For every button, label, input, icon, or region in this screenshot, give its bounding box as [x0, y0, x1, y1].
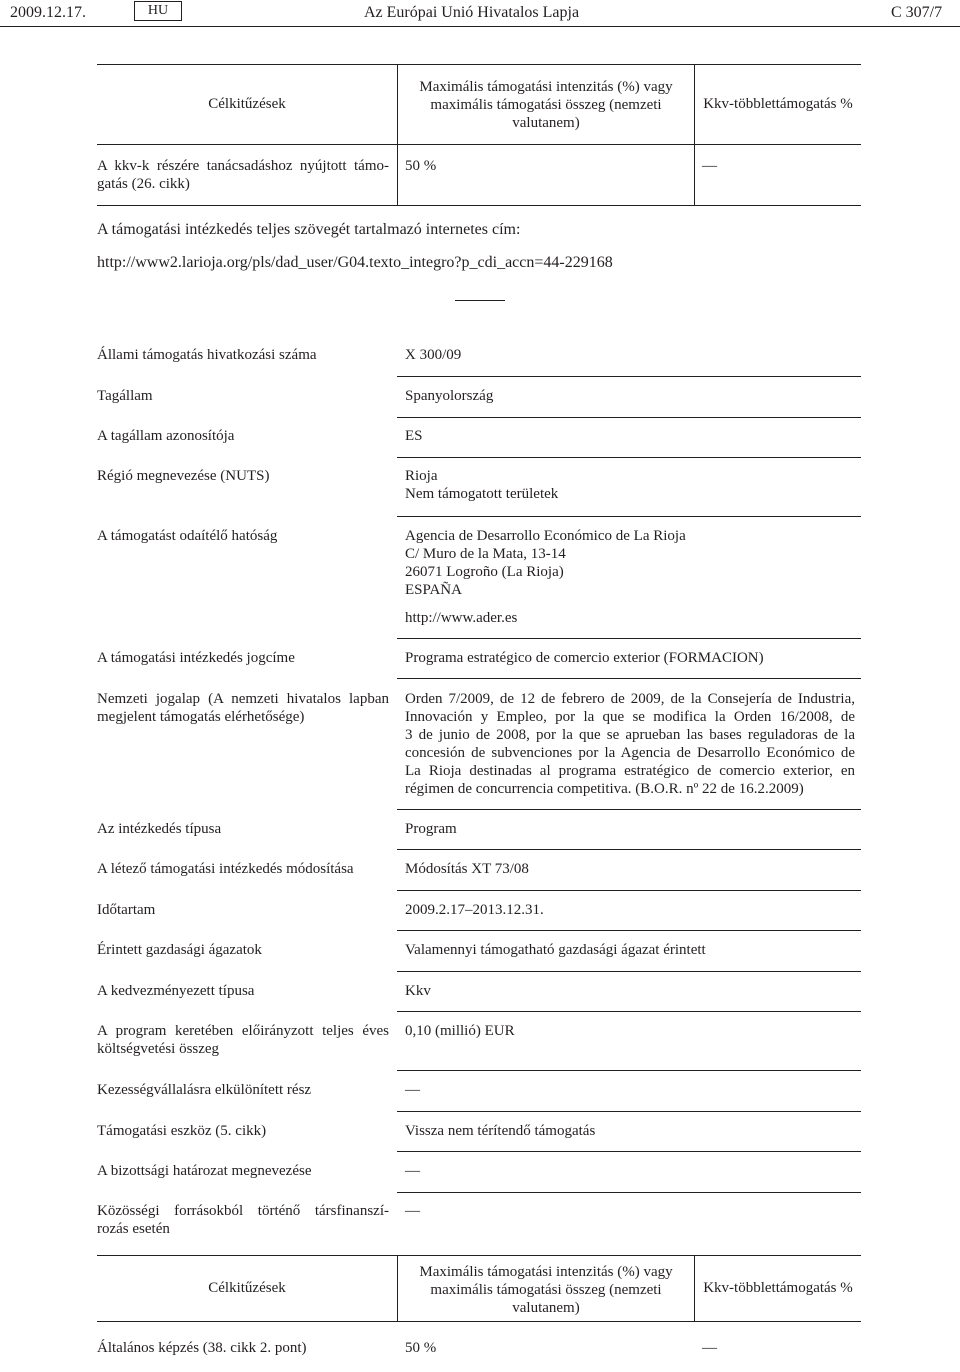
row-rule [397, 1151, 861, 1152]
instrument-label: Támogatási eszköz (5. cikk) [97, 1123, 267, 1139]
row-rule [397, 457, 861, 458]
bottom-row-intensity: 50 % [405, 1340, 437, 1356]
instrument-value: Vissza nem térítendő támogatás [405, 1123, 596, 1139]
member-state-id-label: A tagállam azonosítója [97, 428, 235, 444]
publication-date: 2009.12.17. [10, 4, 86, 21]
bottom-table-rule [97, 1321, 861, 1322]
sectors-value: Valamennyi támogatható gazdasági ágazat érintett [405, 942, 706, 958]
beneficiary-value: Kkv [405, 983, 431, 999]
commission-value: — [405, 1163, 420, 1179]
row-rule [397, 971, 861, 972]
member-state-id-value: ES [405, 428, 423, 444]
region-value: Rioja Nem támogatott területek [405, 468, 559, 502]
cofinancing-value: — [405, 1203, 420, 1219]
top-table-rule [97, 64, 861, 65]
top-table-rule [97, 144, 861, 145]
amendment-label: A létező támogatási intézkedés módosítása [97, 861, 354, 877]
row-rule [397, 809, 861, 810]
bottom-col-intensity-header: Maximális támogatási intenzitás (%) vagy maximális támogatási összeg (nemzeti valutanem) [419, 1264, 673, 1316]
ref-value: X 300/09 [405, 347, 462, 363]
web-address-label: A támogatási intézkedés teljes szövegét tartalmazó internetes cím: [97, 221, 521, 238]
row-rule [397, 1011, 861, 1012]
web-address-url[interactable]: http://www2.larioja.org/pls/dad_user/G04.texto_integro?p_cdi_accn=44-229168 [97, 254, 613, 271]
top-col-objectives-header: Célkitűzések [208, 96, 286, 112]
authority-value: Agencia de Desarrollo Económico de La Rioja C/ Muro de la Mata, 13-14 26071 Logroño (La Rioja) ESPAÑA [405, 528, 686, 598]
commission-label: A bizottsági határozat megnevezése [97, 1163, 312, 1179]
duration-value: 2009.2.17–2013.12.31. [405, 902, 544, 918]
sectors-label: Érintett gazdasági ágazatok [97, 942, 262, 958]
guarantees-value: — [405, 1082, 420, 1098]
top-row-intensity: 50 % [405, 158, 437, 174]
legal-basis-label: Nemzeti jogalap (A nemzeti hivatalos lapban megjelent támogatás elérhetősége) [97, 691, 389, 725]
row-rule [397, 1070, 861, 1071]
row-rule [397, 678, 861, 679]
duration-label: Időtartam [97, 902, 156, 918]
top-table-rule [97, 205, 861, 206]
cofinancing-label: Közösségi forrásokból történő társfinanszí- rozás esetén [97, 1203, 389, 1237]
row-rule [397, 1192, 861, 1193]
row-rule [397, 516, 861, 517]
page-number: C 307/7 [891, 4, 943, 21]
member-state-label: Tagállam [97, 388, 153, 404]
authority-url[interactable]: http://www.ader.es [405, 610, 518, 626]
top-table-divider [694, 64, 695, 206]
measure-title-value: Programa estratégico de comercio exterior (FORMACION) [405, 650, 764, 666]
journal-title: Az Európai Unió Hivatalos Lapja [364, 4, 580, 21]
row-rule [397, 849, 861, 850]
beneficiary-label: A kedvezményezett típusa [97, 983, 255, 999]
row-rule [397, 1111, 861, 1112]
bottom-row-sme-bonus: — [702, 1340, 717, 1356]
bottom-col-objectives-header: Célkitűzések [208, 1280, 286, 1296]
measure-type-value: Program [405, 821, 457, 837]
top-col-sme-bonus-header: Kkv-többlettámogatás % [703, 96, 853, 112]
row-rule [397, 376, 861, 377]
section-separator [455, 300, 505, 301]
legal-basis-value: Orden 7/2009, de 12 de febrero de 2009, de la Consejería de Industria, Innovación y Empleo, por la que se modifica la Orden 16/2008, de 3 de junio de 2008, por la que se aprueban las bases reguladoras de la concesión de subvenciones por la Agencia de Desarrollo Económico de La Rioja destinadas al programa estratégico de comercio exterior, en régimen de concurrencia competitiva. (B.O.R. nº 22 de 16.2.2009) [405, 691, 855, 797]
row-rule [397, 638, 861, 639]
row-rule [397, 890, 861, 891]
measure-type-label: Az intézkedés típusa [97, 821, 222, 837]
region-label: Régió megnevezése (NUTS) [97, 468, 270, 484]
authority-label: A támogatást odaítélő hatóság [97, 528, 278, 544]
row-rule [397, 930, 861, 931]
member-state-value: Spanyolország [405, 388, 494, 404]
top-row-objective: A kkv-k részére tanácsadáshoz nyújtott támo- gatás (26. cikk) [97, 158, 389, 192]
bottom-table-rule [97, 1255, 861, 1256]
ref-label: Állami támogatás hivatkozási száma [97, 347, 317, 363]
bottom-col-sme-bonus-header: Kkv-többlettámogatás % [703, 1280, 853, 1296]
budget-value: 0,10 (millió) EUR [405, 1023, 515, 1039]
row-rule [397, 417, 861, 418]
guarantees-label: Kezességvállalásra elkülönített rész [97, 1082, 312, 1098]
header-rule [0, 26, 960, 27]
top-row-sme-bonus: — [702, 158, 717, 174]
measure-title-label: A támogatási intézkedés jogcíme [97, 650, 295, 666]
budget-label: A program keretében előirányzott teljes éves költségvetési összeg [97, 1023, 389, 1057]
amendment-value: Módosítás XT 73/08 [405, 861, 529, 877]
bottom-row-objective: Általános képzés (38. cikk 2. pont) [97, 1340, 307, 1356]
language-code-box: HU [134, 1, 182, 21]
top-col-intensity-header: Maximális támogatási intenzitás (%) vagy maximális támogatási összeg (nemzeti valutanem) [419, 79, 673, 131]
